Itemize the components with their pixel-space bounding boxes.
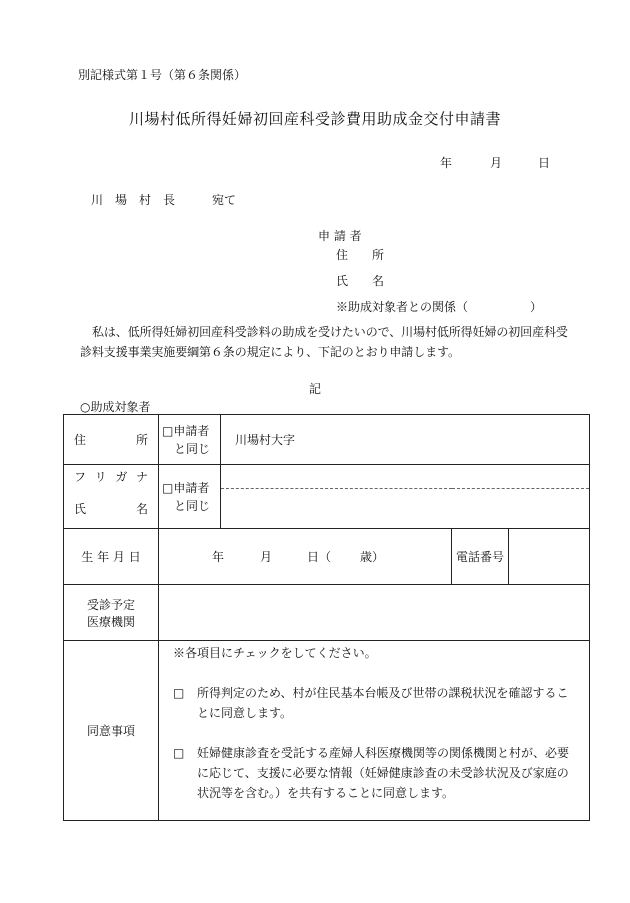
date-month-label: 月 (490, 156, 503, 170)
applicant-address-label: 住 所 (336, 248, 385, 262)
furigana-field[interactable] (221, 465, 590, 489)
clinic-row (64, 585, 590, 641)
furigana-row (64, 465, 590, 489)
birth-row (64, 529, 590, 585)
name-same-as-applicant-checkbox[interactable]: □申請者 と同じ (159, 465, 221, 529)
applicant-heading: 申 請 者 (318, 229, 362, 243)
clinic-field[interactable] (159, 585, 590, 641)
consent-checkbox-2[interactable]: □ (173, 746, 185, 760)
date-year-label: 年 (440, 156, 453, 170)
consent-label: 同意事項 (64, 641, 159, 821)
applicant-relation-close: ） (530, 300, 543, 314)
name-label: 氏 名 (64, 489, 159, 529)
clinic-label: 受診予定 医療機関 (64, 585, 159, 641)
application-table (63, 414, 590, 821)
addressee-suffix: 宛て (212, 193, 237, 207)
birthdate-field[interactable]: 年 月 日（ 歳） (159, 529, 452, 585)
phone-field[interactable] (509, 529, 589, 584)
furigana-label: フ リ ガ ナ (64, 465, 159, 489)
consent-item (173, 743, 571, 803)
ki-heading: 記 (308, 382, 321, 396)
application-statement: 私は、低所得妊婦初回産科受診料の助成を受けたいので、川場村低所得妊婦の初回産科受診料支援事業実施要綱第６条の規定により、下記のとおり申請します。 (80, 325, 568, 359)
consent-checkbox-1[interactable]: □ (173, 686, 185, 700)
consent-item-text: 妊婦健康診査を受託する産婦人科医療機関等の関係機関と村が、必要に応じて、支援に必要な情報（妊婦健康診査の未受診状況及び家庭の状況等を含む。）を共有することに同意します。 (197, 746, 570, 800)
date-day-label: 日 (538, 156, 551, 170)
form-number-label: 別記様式第１号（第６条関係） (78, 68, 247, 82)
address-same-as-applicant-checkbox[interactable]: □申請者 と同じ (159, 415, 221, 465)
address-value[interactable]: 川場村大字 (221, 415, 590, 465)
birthdate-label: 生 年 月 日 (64, 529, 159, 585)
applicant-name-label: 氏 名 (336, 274, 385, 288)
applicant-relation-label: ※助成対象者との関係（ (336, 300, 469, 314)
consent-item (173, 683, 571, 723)
address-label: 住 所 (64, 415, 159, 465)
phone-label: 電話番号 (452, 529, 509, 584)
consent-instruction: ※各項目にチェックをしてください。 (173, 646, 377, 660)
consent-item-text: 所得判定のため、村が住民基本台帳及び世帯の課税状況を確認することに同意します。 (197, 686, 569, 720)
addressee-name: 川 場 村 長 (91, 193, 176, 207)
address-row (64, 415, 590, 465)
document-title: 川場村低所得妊婦初回産科受診費用助成金交付申請書 (128, 110, 501, 128)
consent-content (159, 641, 590, 821)
name-row (64, 489, 590, 529)
consent-row (64, 641, 590, 821)
phone-cell (452, 529, 590, 585)
subject-heading: ○助成対象者 (80, 400, 151, 414)
name-field[interactable] (221, 489, 590, 529)
